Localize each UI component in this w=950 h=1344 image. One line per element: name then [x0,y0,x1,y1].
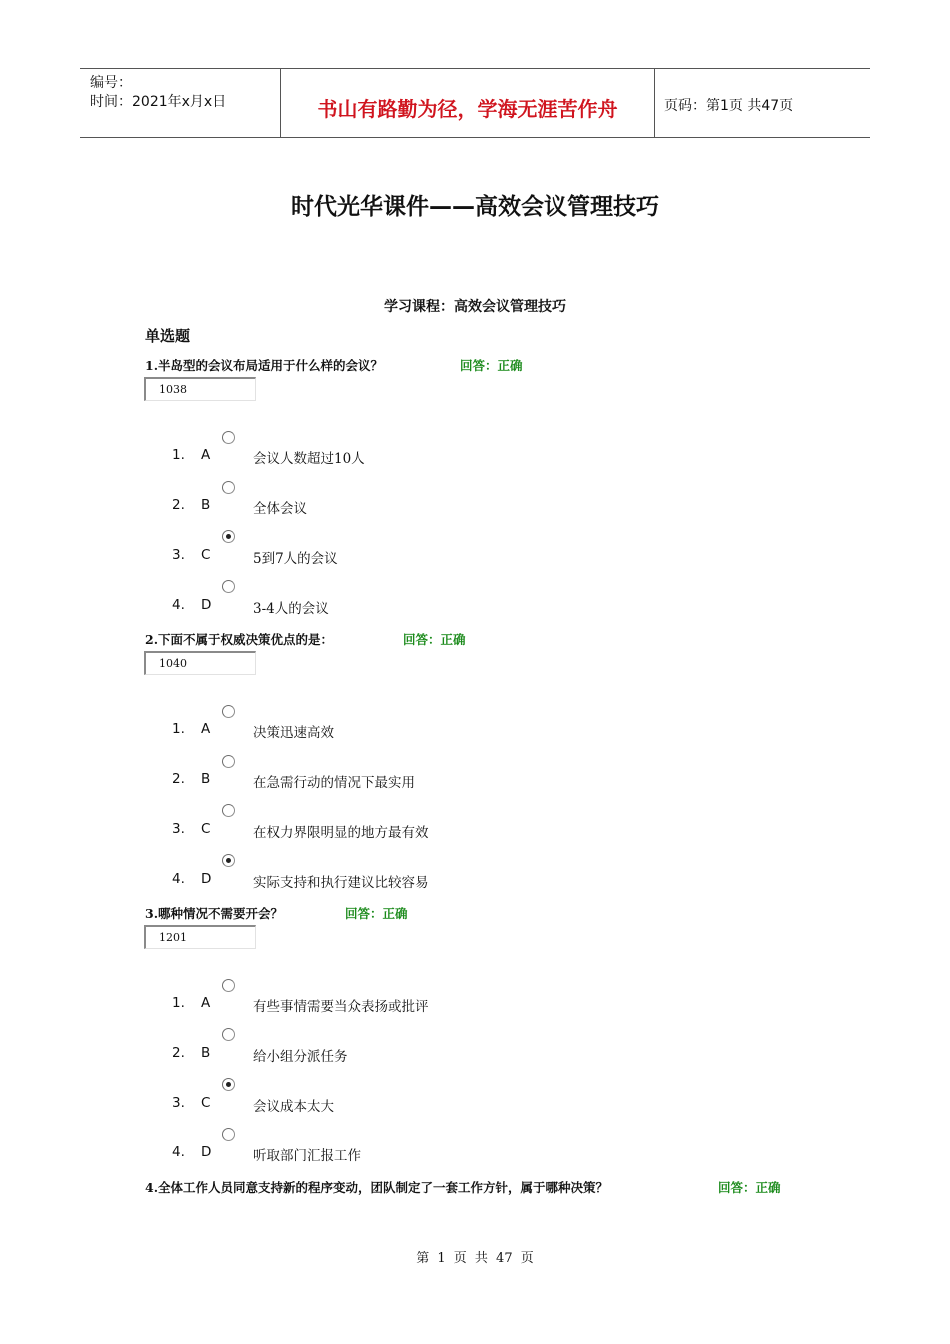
option-letter: B [201,1045,211,1061]
option-number: 4. [172,1144,185,1160]
page-footer: 第 1 页 共 47 页 [416,1251,534,1266]
radio-button[interactable] [222,1128,235,1141]
radio-button[interactable] [222,1028,235,1041]
option-number: 1. [172,995,185,1011]
option-text: 在急需行动的情况下最实用 [253,775,415,791]
radio-button[interactable] [222,979,235,992]
radio-button[interactable] [222,705,235,718]
doc-time-label: 时间：2021年x月x日 [90,94,227,110]
answer-status: 回答：正确 [403,632,466,647]
option-text: 3-4人的会议 [253,601,329,617]
radio-button[interactable] [222,530,235,543]
answer-status: 回答：正确 [718,1180,781,1195]
header-motto-cell [280,69,655,137]
option-number: 2. [172,497,185,513]
radio-button[interactable] [222,431,235,444]
option-text: 会议人数超过10人 [253,451,365,467]
radio-button[interactable] [222,1078,235,1091]
option-text: 在权力界限明显的地方最有效 [253,825,429,841]
option-letter: C [201,547,211,563]
header-left-cell [80,69,280,137]
doc-number-label: 编号： [90,75,132,91]
course-title: 学习课程：高效会议管理技巧 [384,299,566,315]
section-heading: 单选题 [145,327,191,345]
option-letter: A [201,721,211,737]
option-number: 1. [172,721,185,737]
answer-status: 回答：正确 [460,358,523,373]
question-text: 2.下面不属于权威决策优点的是： [145,632,334,647]
radio-button[interactable] [222,755,235,768]
option-number: 2. [172,1045,185,1061]
option-letter: A [201,447,211,463]
option-text: 给小组分派任务 [253,1049,348,1065]
option-letter: C [201,1095,211,1111]
question-id-field: 1201 [144,925,256,949]
question-text: 4.全体工作人员同意支持新的程序变动，团队制定了一套工作方针，属于哪种决策？ [145,1180,609,1195]
option-number: 4. [172,871,185,887]
option-number: 4. [172,597,185,613]
page-info: 页码：第1页 共47页 [664,98,794,114]
page-header [80,68,870,138]
option-number: 3. [172,1095,185,1111]
option-letter: B [201,771,211,787]
question-text: 3.哪种情况不需要开会？ [145,906,284,921]
option-number: 1. [172,447,185,463]
option-letter: C [201,821,211,837]
option-text: 决策迅速高效 [253,725,334,741]
option-text: 会议成本太大 [253,1099,334,1115]
radio-button[interactable] [222,580,235,593]
option-text: 全体会议 [253,501,307,517]
radio-button[interactable] [222,854,235,867]
option-letter: B [201,497,211,513]
motto-text: 书山有路勤为径，学海无涯苦作舟 [317,97,618,121]
radio-button[interactable] [222,481,235,494]
option-letter: A [201,995,211,1011]
answer-status: 回答：正确 [345,906,408,921]
option-letter: D [201,1144,212,1160]
option-letter: D [201,871,212,887]
option-text: 有些事情需要当众表扬或批评 [253,999,429,1015]
option-text: 实际支持和执行建议比较容易 [253,875,429,891]
question-id-field: 1038 [144,377,256,401]
question-id-field: 1040 [144,651,256,675]
question-text: 1.半岛型的会议布局适用于什么样的会议？ [145,358,384,373]
radio-button[interactable] [222,804,235,817]
option-letter: D [201,597,212,613]
document-title: 时代光华课件——高效会议管理技巧 [291,194,659,220]
option-number: 3. [172,821,185,837]
option-text: 听取部门汇报工作 [253,1148,361,1164]
header-page-cell [654,69,870,137]
option-number: 2. [172,771,185,787]
option-text: 5到7人的会议 [253,551,338,567]
option-number: 3. [172,547,185,563]
